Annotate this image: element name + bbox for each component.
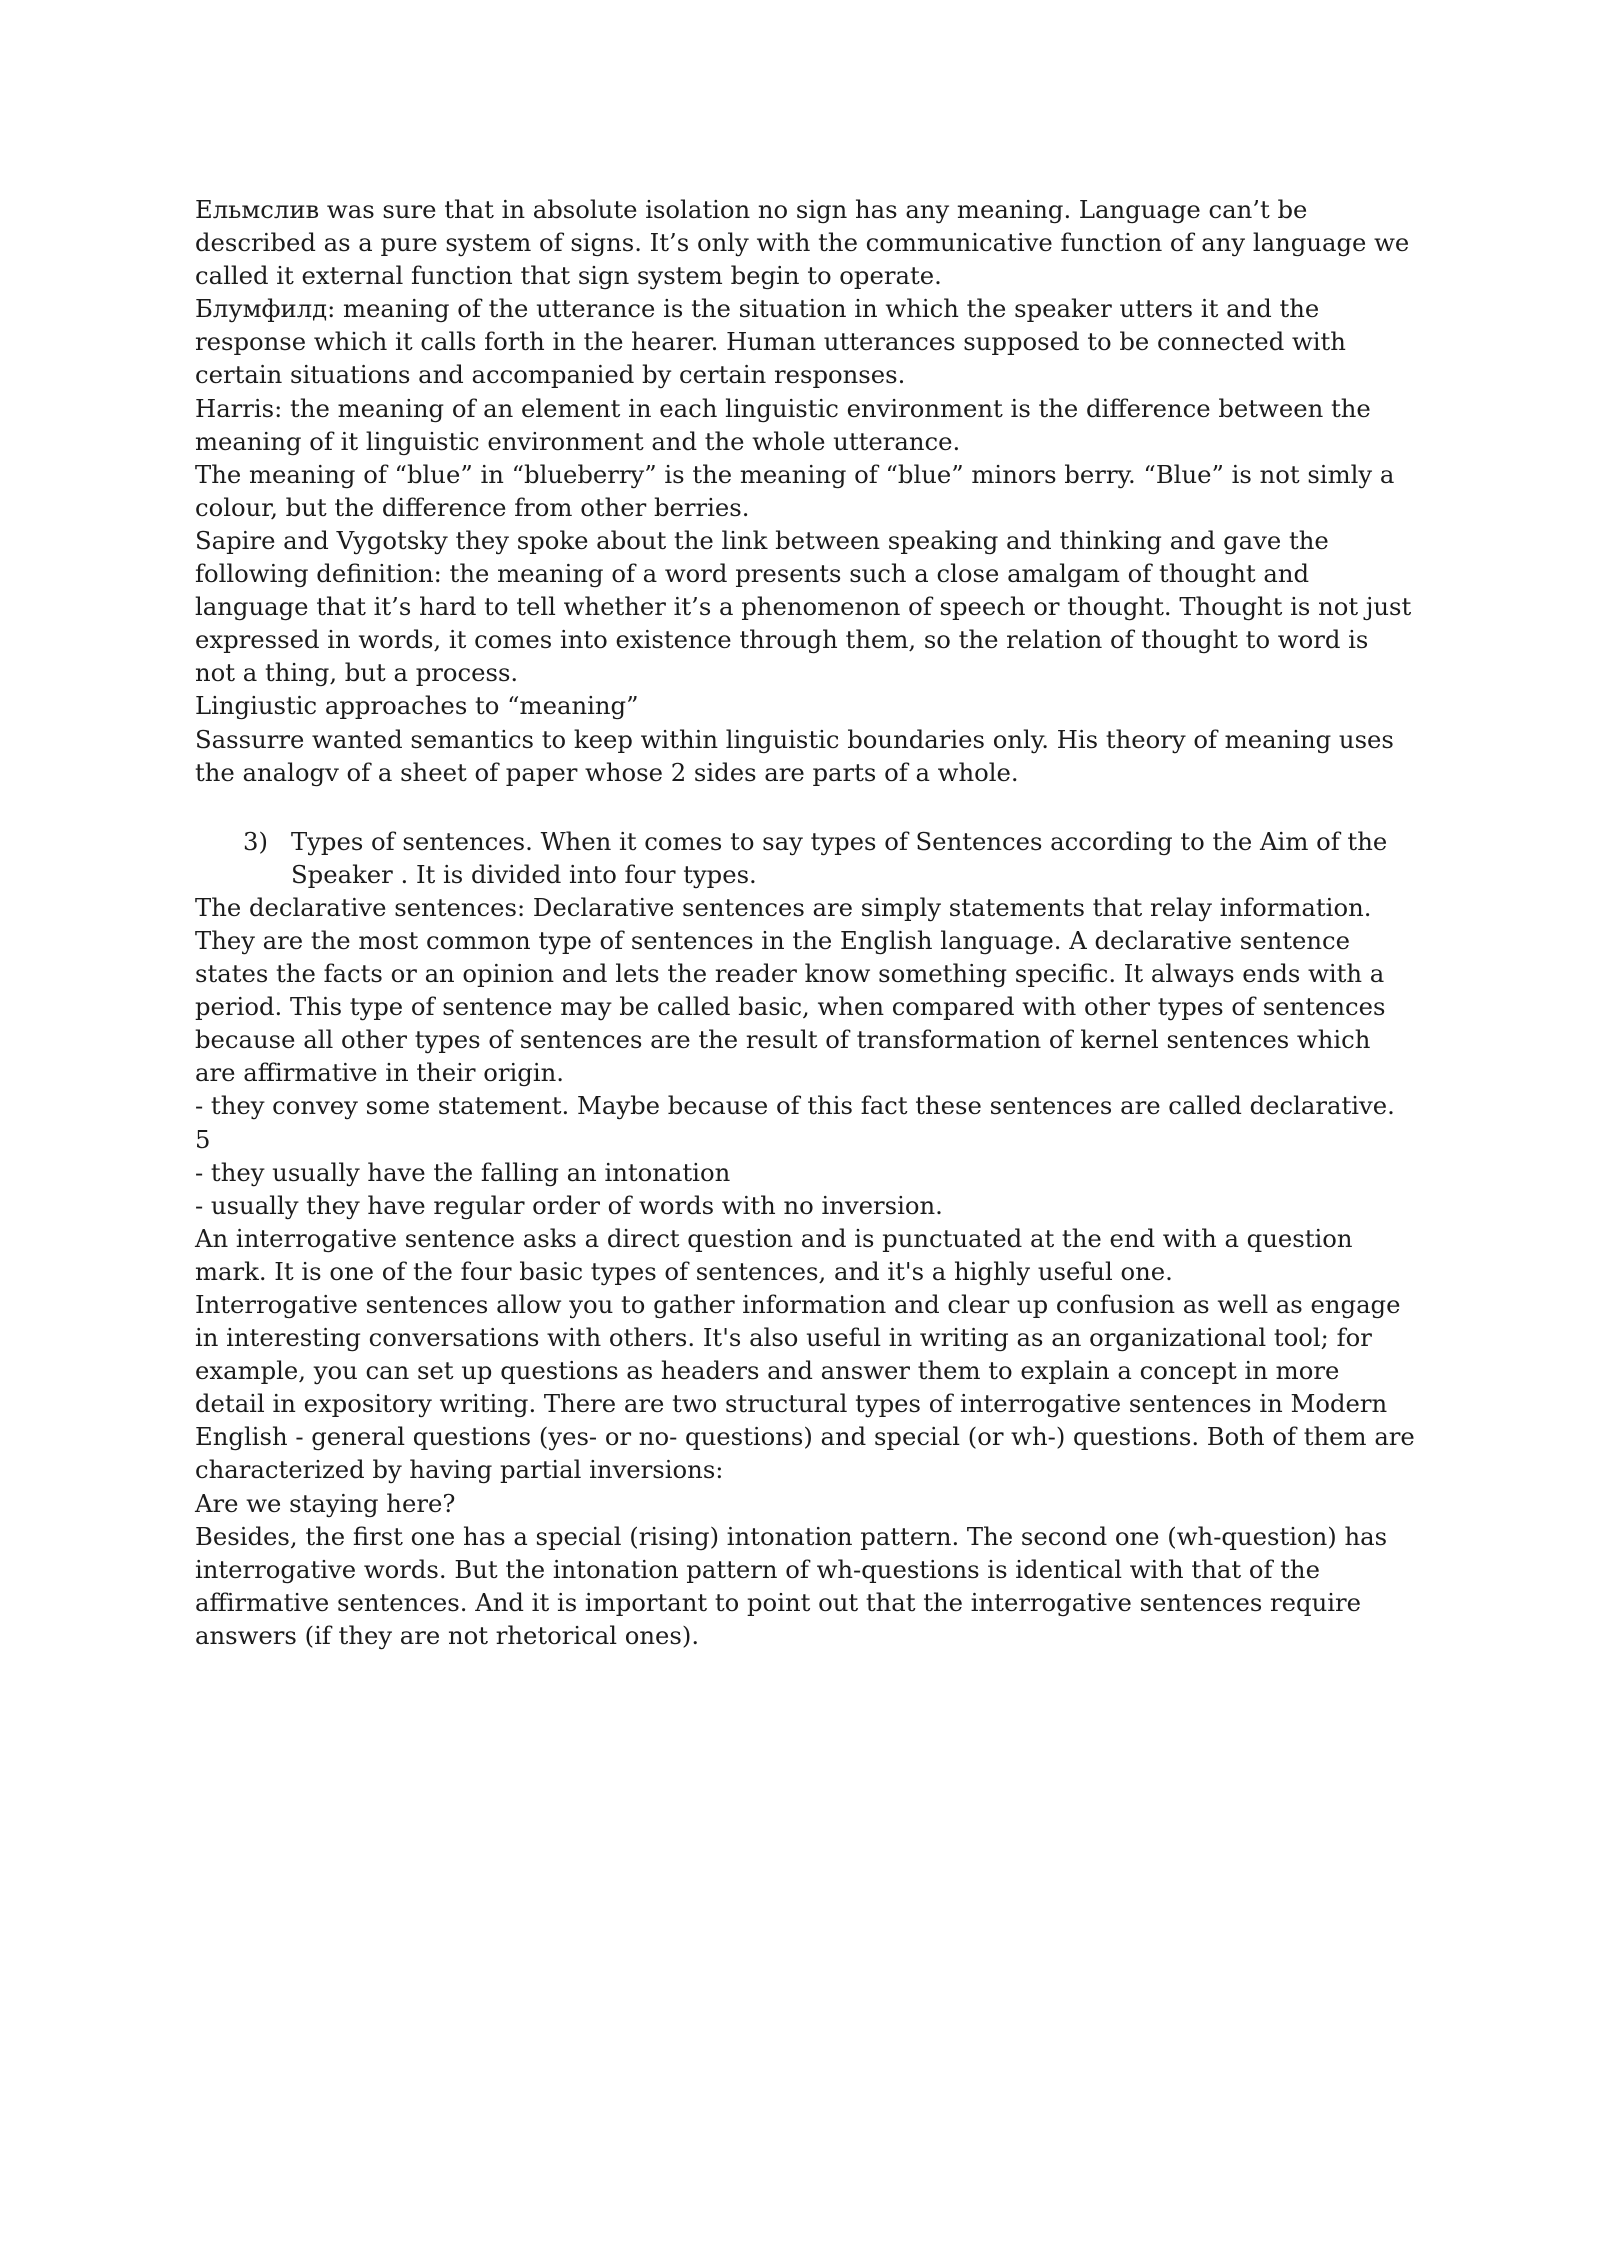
item-text: Types of sentences. When it comes to say types of Sentences according to the Aim of the Speaker . It is divided into four types.: [291, 826, 1388, 889]
paragraph-bloomfield: Блумфилд: meaning of the utterance is the situation in which the speaker utters it and the response which it calls forth in the hearer. Human utterances supposed to be connected with certain situations and accompanied by certain responses.: [195, 294, 1346, 390]
list-line-regular-order: - usually they have regular order of words with no inversion.: [195, 1190, 943, 1220]
section-spacer: [195, 789, 1415, 825]
paragraph-hjelmslev: Ельмслив was sure that in absolute isolation no sign has any meaning. Language can’t be described as a pure system of signs. It’s only with the communicative function of any language we called it external function that sign system begin to operate.: [195, 195, 1410, 291]
document-body: [195, 193, 1415, 1652]
list-line-convey-statement: - they convey some statement. Maybe because of this fact these sentences are called declarative. 5: [195, 1091, 1395, 1154]
paragraph-sapir-vygotsky: Sapire and Vygotsky they spoke about the link between speaking and thinking and gave the following definition: the meaning of a word presents such a close amalgam of thought and language that it’s hard to tell whether it’s a phenomenon of speech or thought. Thought is not just expressed in words, it comes into existence through them, so the relation of thought to word is not a thing, but a process.: [195, 525, 1412, 688]
list-line-falling-intonation: - they usually have the falling an intonation: [195, 1157, 731, 1187]
paragraph-intonation: Besides, the first one has a special (rising) intonation pattern. The second one (wh-question) has interrogative words. But the intonation pattern of wh-questions is identical with that of the affirmative sentences. And it is important to point out that the interrogative sentences require answers (if they are not rhetorical ones).: [195, 1521, 1388, 1650]
paragraph-interrogative-definition: An interrogative sentence asks a direct question and is punctuated at the end with a question mark. It is one of the four basic types of sentences, and it's a highly useful one.: [195, 1223, 1353, 1286]
numbered-item-types-of-sentences: [195, 825, 1415, 891]
paragraph-interrogative-usage: Interrogative sentences allow you to gather information and clear up confusion as well as engage in interesting conversations with others. It's also useful in writing as an organizational tool; for example, you can set up questions as headers and answer them to explain a concept in more detail in expository writing. There are two structural types of interrogative sentences in Modern English - general questions (yes- or no- questions) and special (or wh-) questions. Both of them are characterized by having partial inversions:: [195, 1290, 1415, 1485]
paragraph-declarative: The declarative sentences: Declarative sentences are simply statements that relay information. They are the most common type of sentences in the English language. A declarative sentence states the facts or an opinion and lets the reader know something specific. It always ends with a period. This type of sentence may be called basic, when compared with other types of sentences because all other types of sentences are the result of transformation of kernel sentences which are affirmative in their origin.: [195, 892, 1386, 1088]
paragraph-linguistic-approaches: Lingiustic approaches to “meaning”: [195, 691, 639, 721]
paragraph-harris: Harris: the meaning of an element in each linguistic environment is the difference between the meaning of it linguistic environment and the whole utterance.: [195, 393, 1371, 456]
paragraph-saussure: Sassurre wanted semantics to keep within linguistic boundaries only. His theory of meaning uses the analogv of a sheet of paper whose 2 sides are parts of a whole.: [195, 724, 1394, 787]
paragraph-blueberry-example: The meaning of “blue” in “blueberry” is the meaning of “blue” minors berry. “Blue” is not simly a colour, but the difference from other berries.: [195, 459, 1395, 522]
paragraph-example-question: Are we staying here?: [195, 1488, 456, 1518]
item-number: 3): [243, 826, 268, 856]
